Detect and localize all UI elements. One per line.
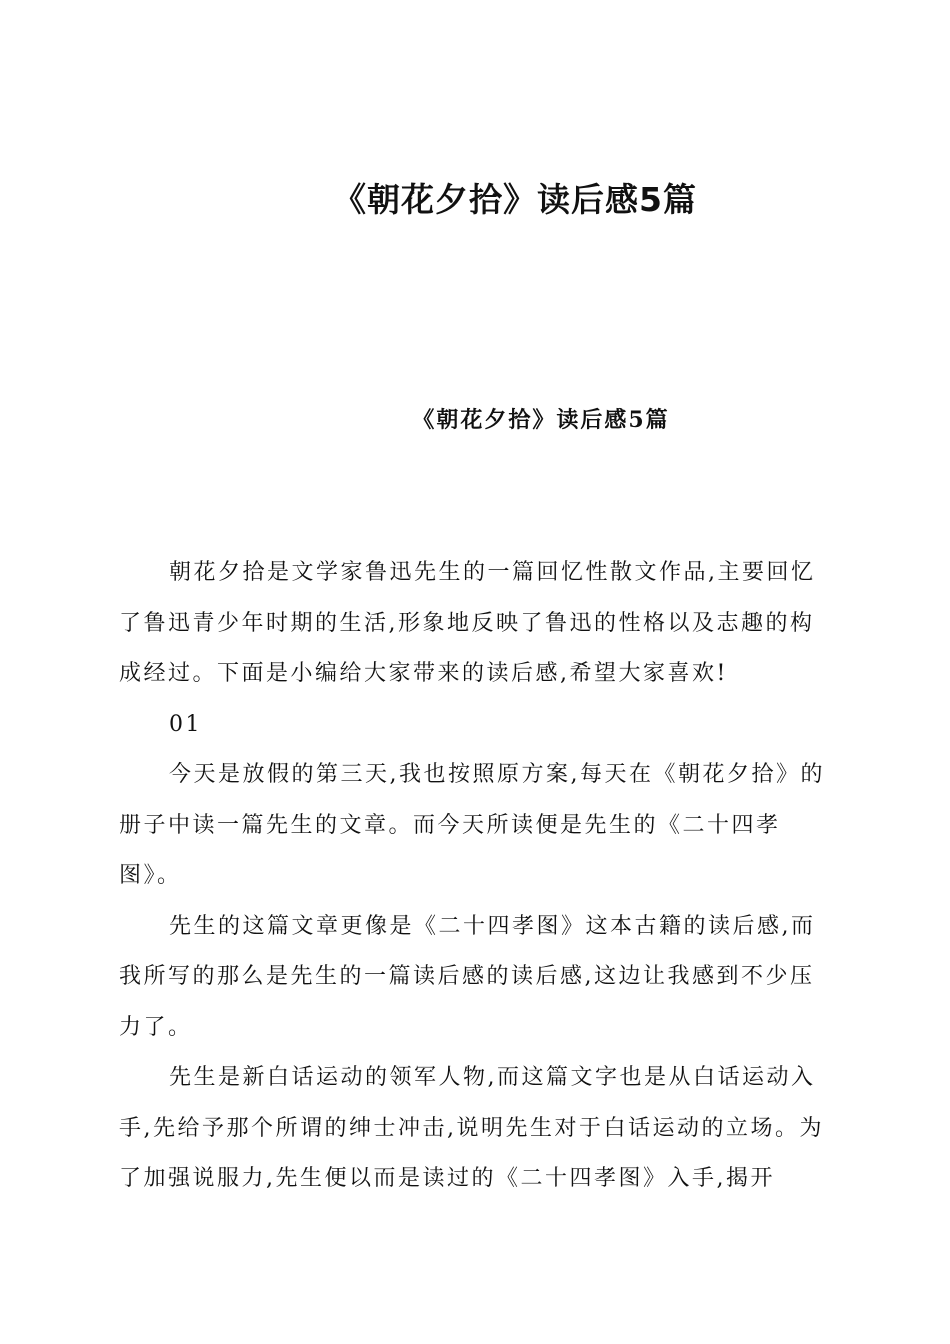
paragraph-3: 先生是新白话运动的领军人物,而这篇文字也是从白话运动入手,先给予那个所谓的绅士冲击,说明先生对于白话运动的立场。为了加强说服力,先生便以而是读过的《二十四孝图》入手,揭开 xyxy=(119,1065,824,1191)
paragraph-1: 今天是放假的第三天,我也按照原方案,每天在《朝花夕拾》的册子中读一篇先生的文章。而今天所读便是先生的《二十四孝图》。 xyxy=(119,762,825,888)
section-number: 01 xyxy=(169,711,202,737)
document-subtitle: 《朝花夕拾》读后感5篇 xyxy=(412,407,670,433)
paragraph-2: 先生的这篇文章更像是《二十四孝图》这本古籍的读后感,而我所写的那么是先生的一篇读后感的读后感,这边让我感到不少压力了。 xyxy=(119,913,816,1040)
paragraph-intro: 朝花夕拾是文学家鲁迅先生的一篇回忆性散文作品,主要回忆了鲁迅青少年时期的生活,形象地反映了鲁迅的性格以及志趣的构成经过。下面是小编给大家带来的读后感,希望大家喜欢! xyxy=(119,560,816,686)
document-body xyxy=(119,548,835,1205)
document-title: 《朝花夕拾》读后感5篇 xyxy=(333,180,697,219)
